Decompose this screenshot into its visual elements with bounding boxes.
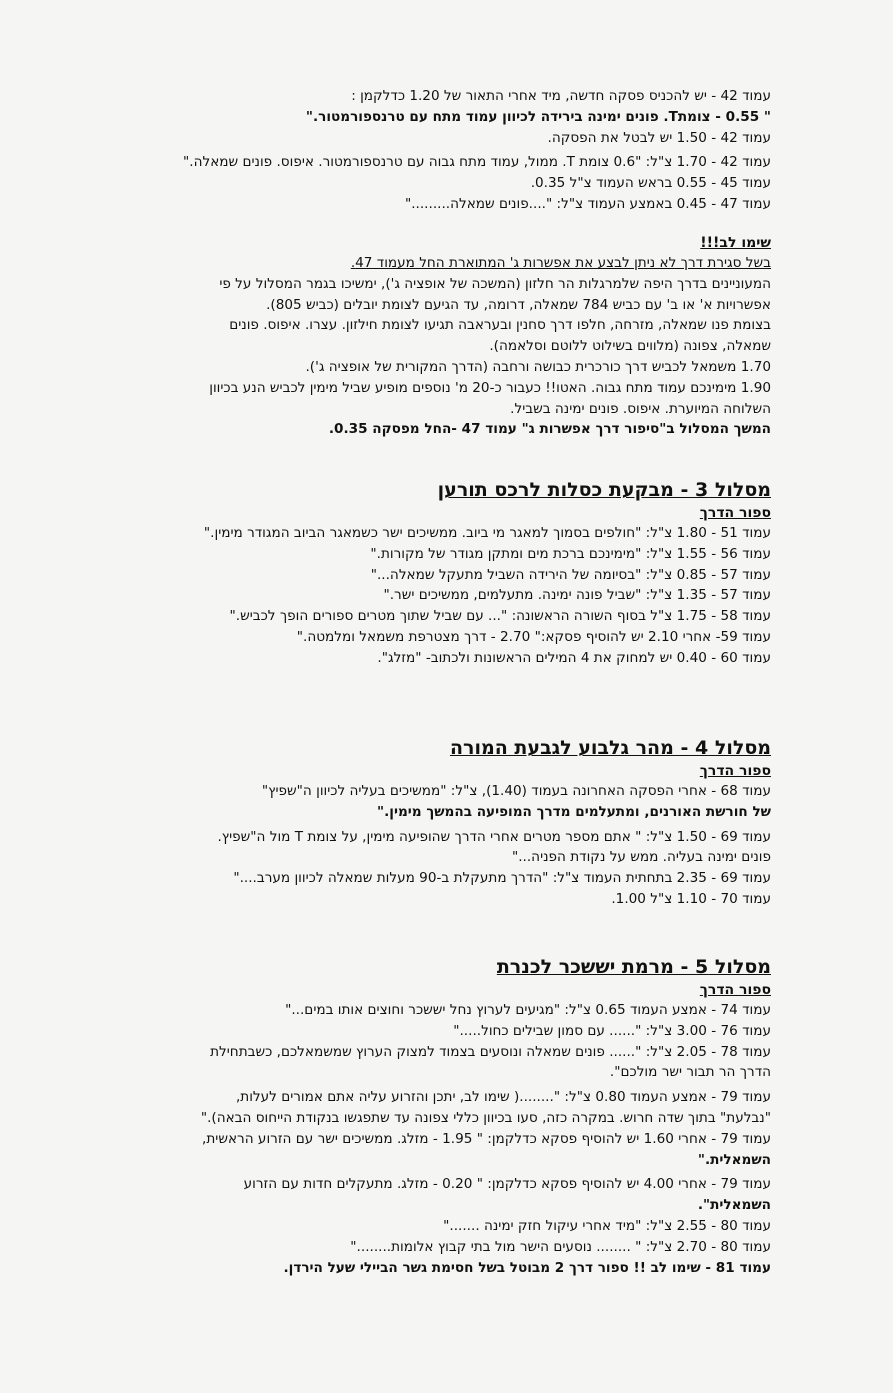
correction-line: עמוד 42 - 1.50 יש לבטל את הפסקה. <box>547 129 771 146</box>
section-heading: מסלול 3 - מבקעת כסלות לרכס תורען <box>437 479 771 501</box>
note-line: המשך המסלול ב"סיפור דרך אפשרות ג" עמוד 47 -החל מפסקה 0.35. <box>328 421 771 438</box>
intro-corrections <box>51 86 771 215</box>
route-4-section <box>51 735 771 910</box>
correction-line: של חורשת האורנים, ומתעלמים מדרך המופיעה בהמשך מימין." <box>377 803 771 820</box>
correction-line: עמוד 69 - 1.50 צ"ל: " אתם מספר מטרים אחרי הדרך שהופיעה מימין, על צומת T מול ה"שפיץ. <box>217 828 771 845</box>
correction-line: עמוד 68 - אחרי הפסקה האחרונה בעמוד (1.40), צ"ל: "ממשיכים בעליה לכיוון ה"שפיץ" <box>261 783 771 799</box>
correction-line: עמוד 58 - 1.75 צ"ל בסוף השורה הראשונה: "... עם שביל שתוך מטרים ספורים הופך לכביש." <box>229 608 771 625</box>
section-heading: מסלול 5 - מרמת יששכר לכנרת <box>496 956 771 978</box>
correction-line: עמוד 79 - אמצע העמוד 0.80 צ"ל: "........( שימו לב, יתכן והזרוע עליה אתם אמורים לעלות, <box>235 1089 771 1106</box>
note-line: 1.90 מימינכם עמוד מתח גבוה. האטו!! כעבור כ-20 מ' נוספים מופיע שביל מימין לכביש הנע בכיוון <box>209 379 771 396</box>
note-line: המעוניינים בדרך היפה שלמרגלות הר חלזון (המשכה של אופציה ג'), ימשיכו בגמר המסלול על פי <box>219 275 771 292</box>
correction-line: עמוד 56 - 1.55 צ"ל: "מימינכם ברכת מים ומתקן מגודר של מקורות." <box>370 545 771 562</box>
correction-line: עמוד 51 - 1.80 צ"ל: "חולפים בסמוך למאגר מי ביוב. ממשיכים ישר כשמאגר הביוב המגודר מימין." <box>203 525 771 541</box>
correction-line: פונים ימינה בעליה. ממש על נקודת הפניה..." <box>511 849 771 866</box>
correction-line: עמוד 57 - 1.35 צ"ל: "שביל פונה ימינה. מתעלמים, ממשיכים ישר." <box>383 587 771 604</box>
correction-line: עמוד 78 - 2.05 צ"ל: "...... פונים שמאלה ונוסעים בצמוד למצוק הערוץ שמשמאלכם, כשבתחילת <box>210 1043 771 1060</box>
correction-line: עמוד 81 - שימו לב !! ספור דרך 2 מבוטל בשל חסימת גשר הביילי שעל הירדן. <box>283 1259 771 1276</box>
note-line: שמאלה, צפונה (מלווים בשילוט ללוטם וסלאמה). <box>489 338 771 355</box>
note-line: השלוחה המיוערת. איפוס. פונים ימינה בשביל. <box>510 400 771 417</box>
correction-line: עמוד 57 - 0.85 צ"ל: "בסיומה של הירידה השביל מתעקל שמאלה..." <box>370 566 771 583</box>
section-subheading: ספור הדרך <box>699 505 771 521</box>
correction-line: " 0.55 - צומתT. פונים ימינה בירידה לכיוון עמוד מתח עם טרנספורמטור." <box>305 108 771 125</box>
note-line: בצומת פנו שמאלה, מזרחה, חלפו דרך סחנין ובעראבה תגיעו לצומת חילזון. עצרו. איפוס. פונים <box>229 317 771 334</box>
note-title: שימו לב!!! <box>700 235 771 251</box>
section-heading: מסלול 4 - מהר גלבוע לגבעת המורה <box>450 737 771 759</box>
correction-line: עמוד 42 - 1.70 צ"ל: "0.6 צומת T. ממול, עמוד מתח גבוה עם טרנספורמטור. איפוס. פונים שמאלה." <box>183 154 771 171</box>
section-subheading: ספור הדרך <box>699 763 771 779</box>
correction-line: עמוד 79 - אחרי 4.00 יש להוסיף פסקא כדלקמן: " 0.20 - מזלג. מתעקלים חדות עם הזרוע <box>243 1176 771 1193</box>
attention-note <box>51 233 771 440</box>
correction-line: עמוד 59- אחרי 2.10 יש להוסיף פסקא:" 2.70 - דרך מצטרפת משמאל ומלמטה." <box>296 628 771 645</box>
correction-line: עמוד 80 - 2.55 צ"ל: "מיד אחרי עיקול חזק ימינה ......." <box>443 1217 771 1234</box>
correction-line: עמוד 80 - 2.70 צ"ל: " ........ נוסעים הישר מול בתי קבוץ אלומות........" <box>350 1238 771 1255</box>
route-5-section <box>51 954 771 1278</box>
section-subheading: ספור הדרך <box>699 982 771 998</box>
correction-line: השמאלית". <box>697 1197 771 1214</box>
correction-line: עמוד 60 - 0.40 יש למחוק את 4 המילים הראשונות ולכתוב- "מזלג". <box>377 649 771 666</box>
correction-line: עמוד 47 - 0.45 באמצע העמוד צ"ל: "....פונים שמאלה........." <box>404 195 771 212</box>
correction-line: עמוד 45 - 0.55 בראש העמוד צ"ל 0.35. <box>530 175 771 192</box>
correction-line: עמוד 42 - יש להכניס פסקה חדשה, מיד אחרי התאור של 1.20 כדלקמן : <box>351 88 771 104</box>
correction-line: עמוד 69 - 2.35 בתחתית העמוד צ"ל: "הדרך מתעקלת ב-90 מעלות שמאלה לכיוון מערב...." <box>233 870 771 887</box>
correction-line: עמוד 70 - 1.10 צ"ל 1.00. <box>611 890 771 907</box>
correction-line: השמאלית." <box>697 1151 771 1168</box>
note-line: בשל סגירת דרך לא ניתן לבצע את אפשרות ג' המתוארת החל מעמוד 47. <box>350 255 771 271</box>
correction-line: הדרך הר תבור ישר מולכם". <box>609 1064 771 1081</box>
correction-line: עמוד 76 - 3.00 צ"ל: "...... עם סמון שבילים כחול....." <box>453 1022 771 1039</box>
note-line: 1.70 משמאל לכביש דרך כורכרית כבושה ורחבה (הדרך המקורית של אופציה ג'). <box>305 358 771 375</box>
correction-line: עמוד 74 - אמצע העמוד 0.65 צ"ל: "מגיעים לערוץ נחל יששכר וחוצים אותו במים..." <box>285 1002 771 1018</box>
note-line: אפשרויות א' או ב' עם כביש 784 שמאלה, דרומה, עד הגיעם לצומת יובלים (כביש 805). <box>266 296 771 313</box>
route-3-section <box>51 477 771 669</box>
correction-line: עמוד 79 - אחרי 1.60 יש להוסיף פסקא כדלקמן: " 1.95 - מזלג. ממשיכים ישר עם הזרוע הראשית, <box>202 1130 771 1147</box>
correction-line: "נבלעת" בתוך שדה חרוש. במקרה כזה, סעו בכיוון כללי צפונה עד שתפגשו בנקודת הייחוס הבאה)." <box>200 1109 771 1126</box>
